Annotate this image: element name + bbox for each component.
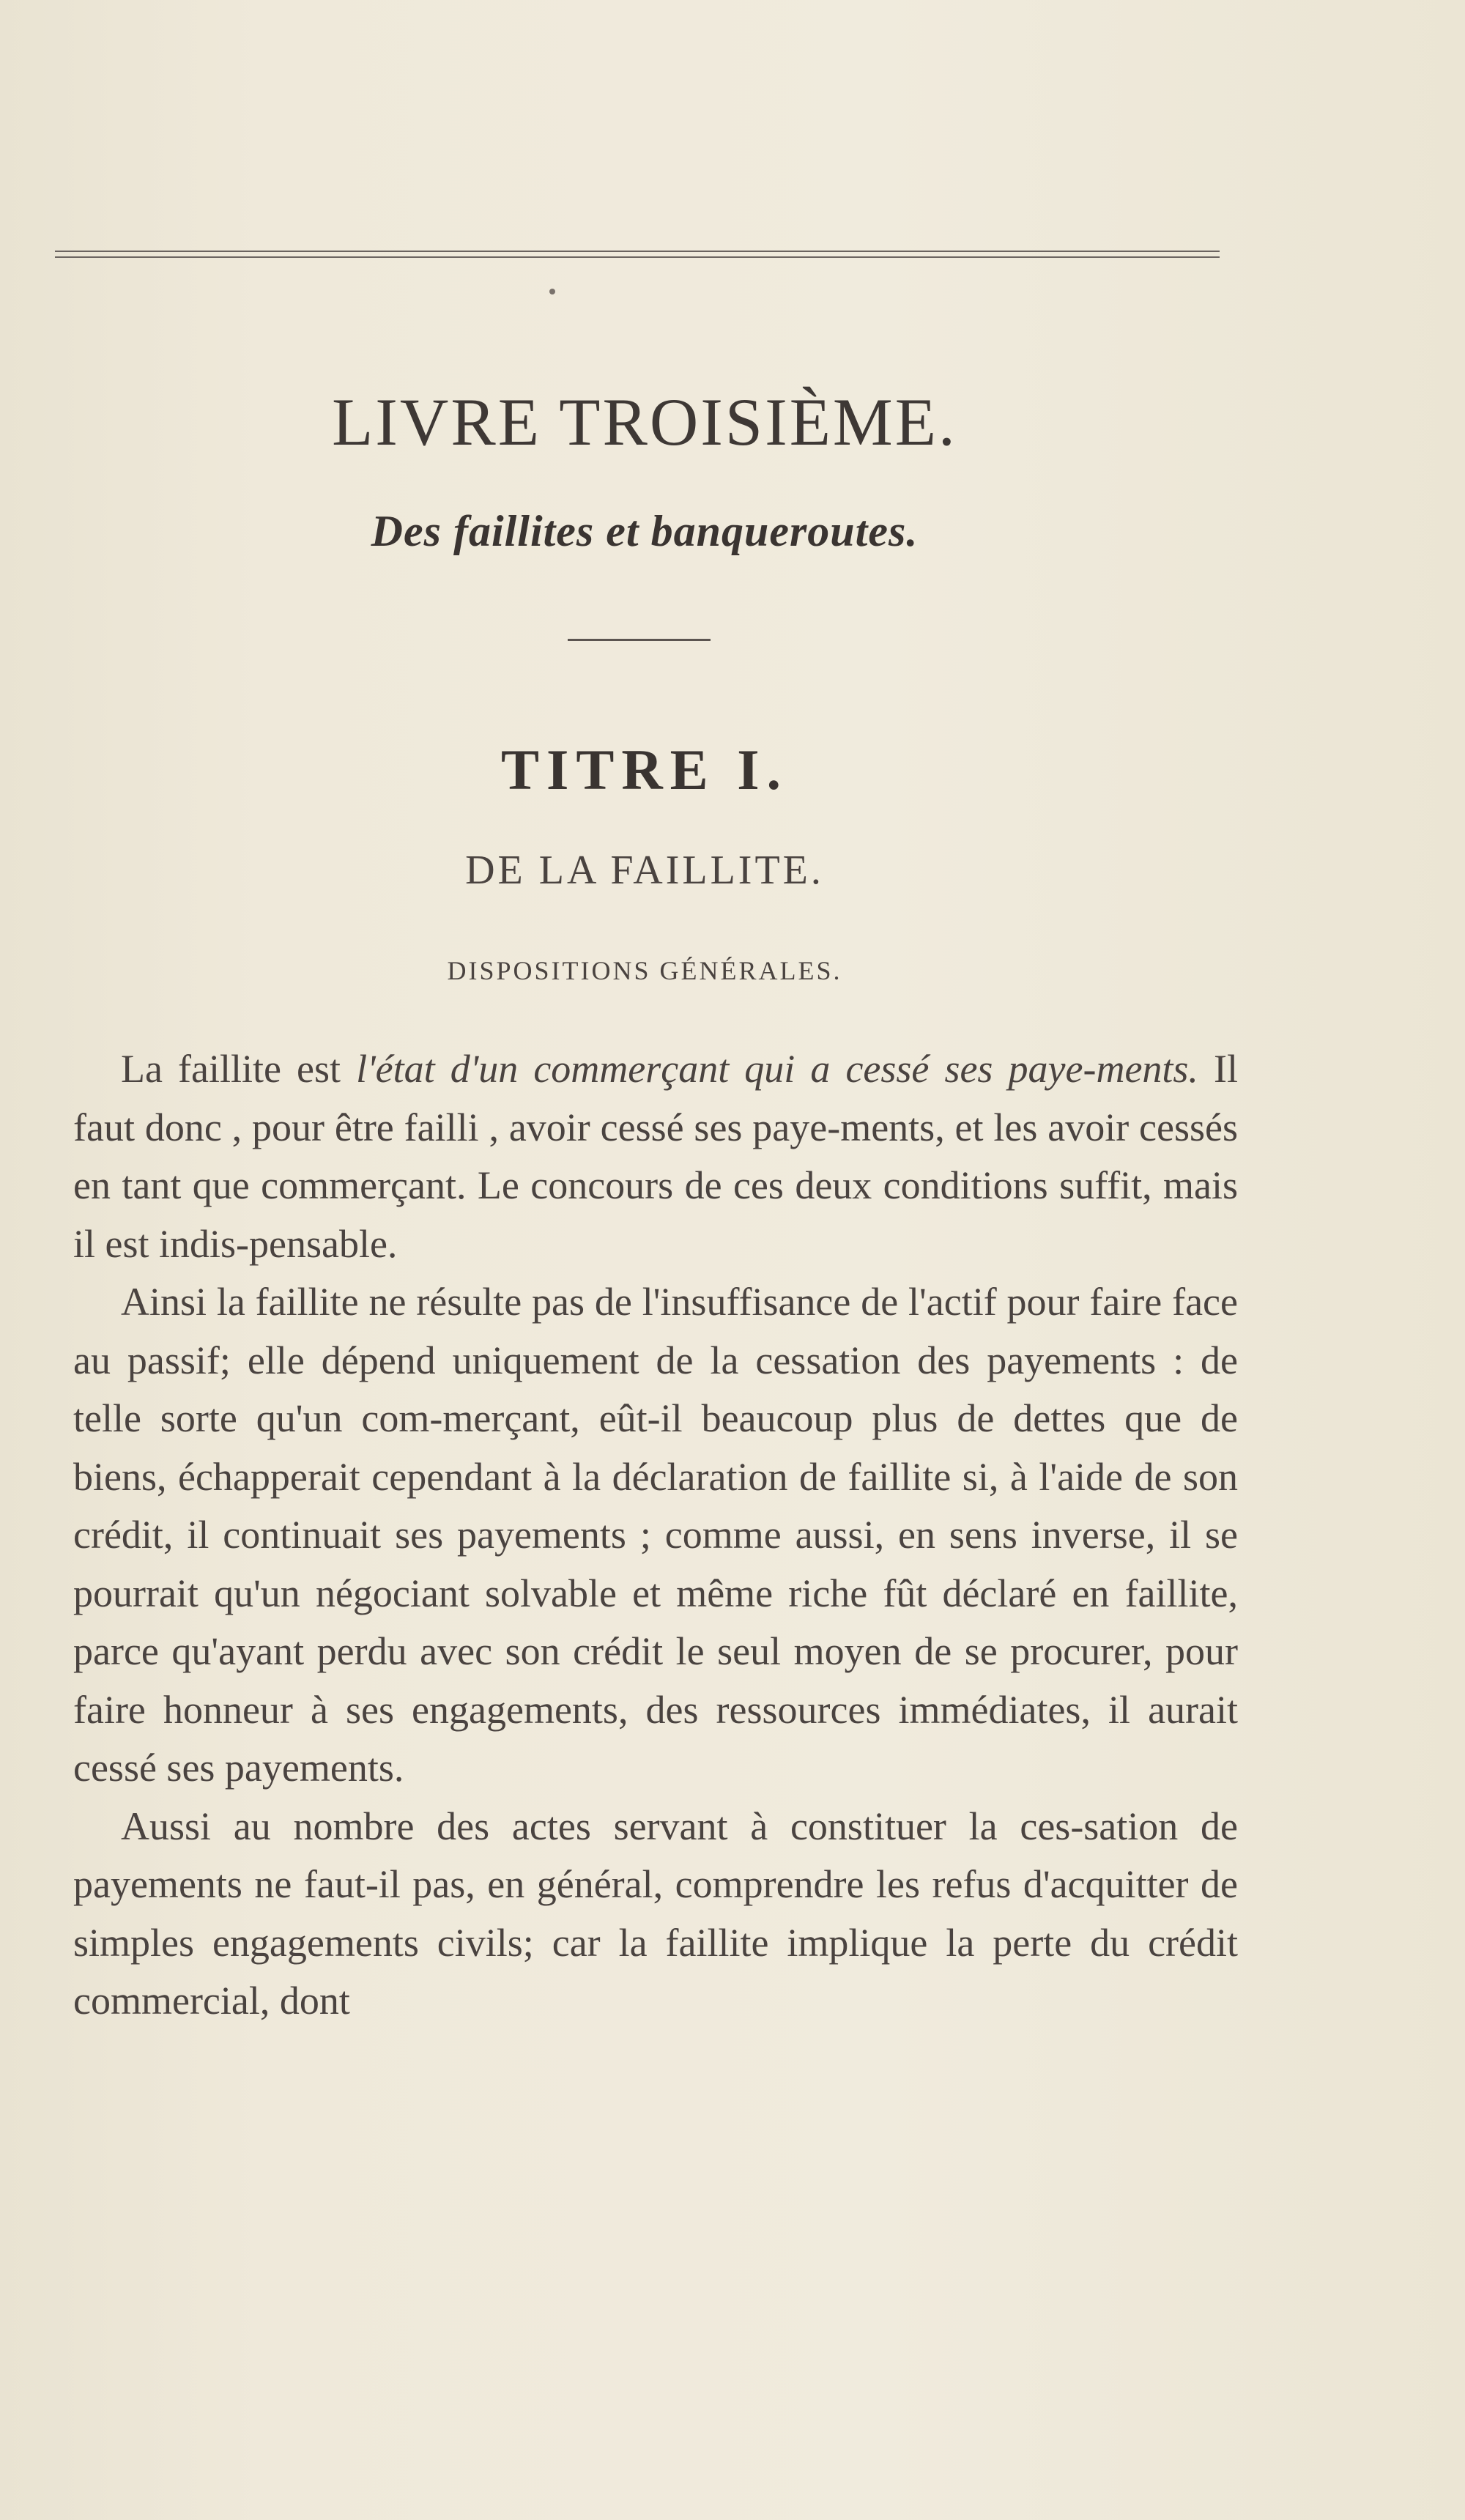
paragraph-1 bbox=[73, 1040, 1238, 1273]
section-divider bbox=[568, 639, 711, 641]
body-text bbox=[73, 1040, 1238, 2031]
livre-subtitle: Des faillites et banqueroutes. bbox=[371, 507, 919, 555]
paragraph-1-start: La faillite est bbox=[121, 1047, 357, 1091]
top-double-rule bbox=[55, 251, 1220, 258]
paragraph-3: Aussi au nombre des actes servant à constituer la ces-sation de payements ne faut-il pas, en général, comprendre les refus d'acquitter de simples engagements civils; car la faillite implique la perte du crédit commercial, dont bbox=[73, 1804, 1238, 2023]
livre-heading: LIVRE TROISIÈME. bbox=[332, 385, 957, 459]
paragraph-1-italic: l'état d'un commerçant qui a cessé ses paye-ments. bbox=[356, 1047, 1198, 1091]
paragraph-1-rest: Il faut donc , pour être failli , avoir cessé ses paye-ments, et les avoir cessés en tant que commerçant. Le concours de ces deux conditions suffit, mais il est indis-pensable. bbox=[73, 1047, 1238, 1266]
ornament-dot bbox=[549, 289, 555, 294]
titre-heading: TITRE I. bbox=[500, 738, 789, 801]
section-heading: DISPOSITIONS GÉNÉRALES. bbox=[447, 956, 842, 985]
chapter-heading: DE LA FAILLITE. bbox=[465, 848, 824, 893]
paragraph-2: Ainsi la faillite ne résulte pas de l'insuffisance de l'actif pour faire face au passif; elle dépend uniquement de la cessation des payements : de telle sorte qu'un com-merçant, eût-il beaucoup plus de dettes que de biens, échapperait cependant à la déclaration de faillite si, à l'aide de son crédit, il continuait ses payements ; comme aussi, en sens inverse, il se pourrait qu'un négociant solvable et même riche fût déclaré en faillite, parce qu'ayant perdu avec son crédit le seul moyen de se procurer, pour faire honneur à ses engagements, des ressources immédiates, il aurait cessé ses payements. bbox=[73, 1280, 1238, 1790]
